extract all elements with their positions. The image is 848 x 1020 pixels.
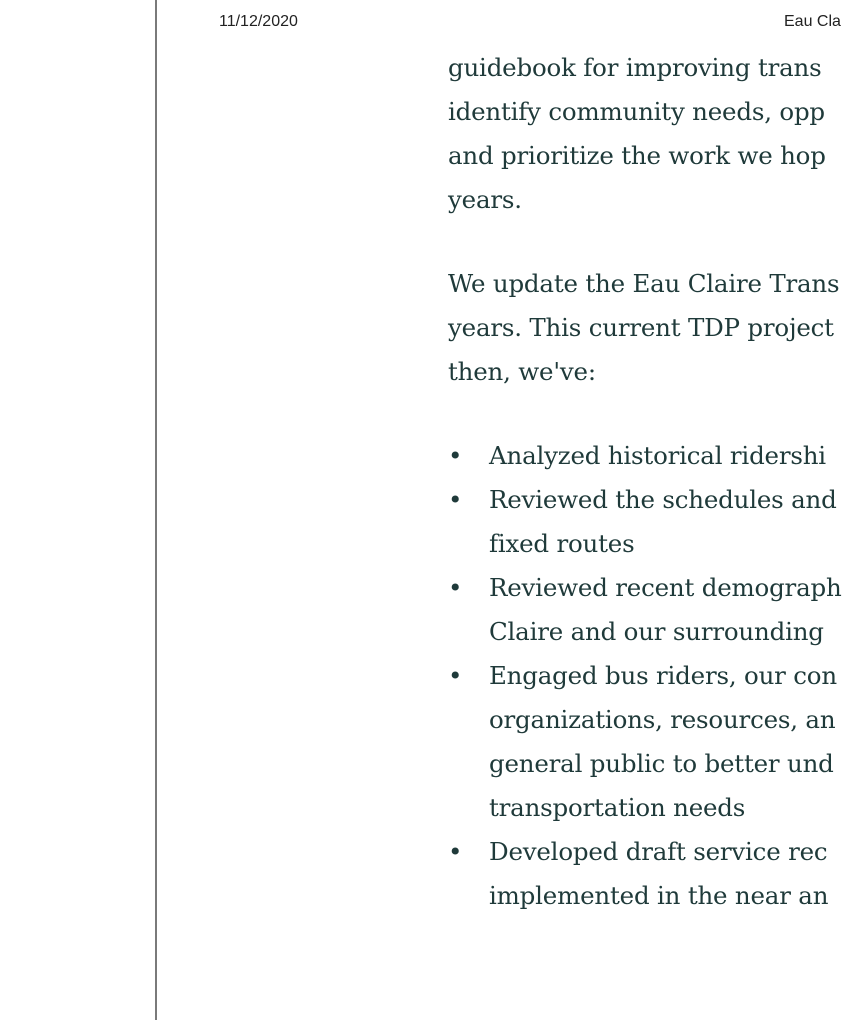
text-line: transportation needs (489, 793, 746, 822)
text-line: years. This current TDP project (448, 313, 834, 342)
text-line: Engaged bus riders, our con (489, 661, 837, 690)
list-item (448, 566, 848, 654)
text-line: and prioritize the work we hop (448, 141, 826, 170)
bullet-icon: • (448, 573, 463, 602)
text-line: Reviewed recent demograph (489, 573, 842, 602)
text-line: fixed routes (489, 529, 635, 558)
bullet-icon: • (448, 837, 463, 866)
bullet-icon: • (448, 441, 463, 470)
document-body (448, 46, 848, 918)
bullet-icon: • (448, 485, 463, 514)
bullet-icon: • (448, 661, 463, 690)
text-line: We update the Eau Claire Trans (448, 269, 840, 298)
list-item (448, 478, 848, 566)
print-date: 11/12/2020 (219, 13, 298, 30)
page-margin-line (155, 0, 157, 1020)
text-line: Claire and our surrounding (489, 617, 824, 646)
list-item (448, 654, 848, 830)
print-page-title: Eau Cla (784, 13, 841, 30)
text-line: organizations, resources, an (489, 705, 836, 734)
list-item (448, 830, 848, 918)
text-line: years. (448, 185, 522, 214)
list-item (448, 434, 848, 478)
paragraph-tdp-update (448, 262, 848, 394)
text-line: implemented in the near an (489, 881, 829, 910)
text-line: general public to better und (489, 749, 834, 778)
text-line: guidebook for improving trans (448, 53, 822, 82)
text-line: identify community needs, opp (448, 97, 825, 126)
text-line: then, we've: (448, 357, 596, 386)
text-line: Developed draft service rec (489, 837, 828, 866)
text-line: Reviewed the schedules and (489, 485, 837, 514)
paragraph-intro (448, 46, 848, 222)
text-line: Analyzed historical ridershi (489, 441, 826, 470)
bullet-list (448, 434, 848, 918)
